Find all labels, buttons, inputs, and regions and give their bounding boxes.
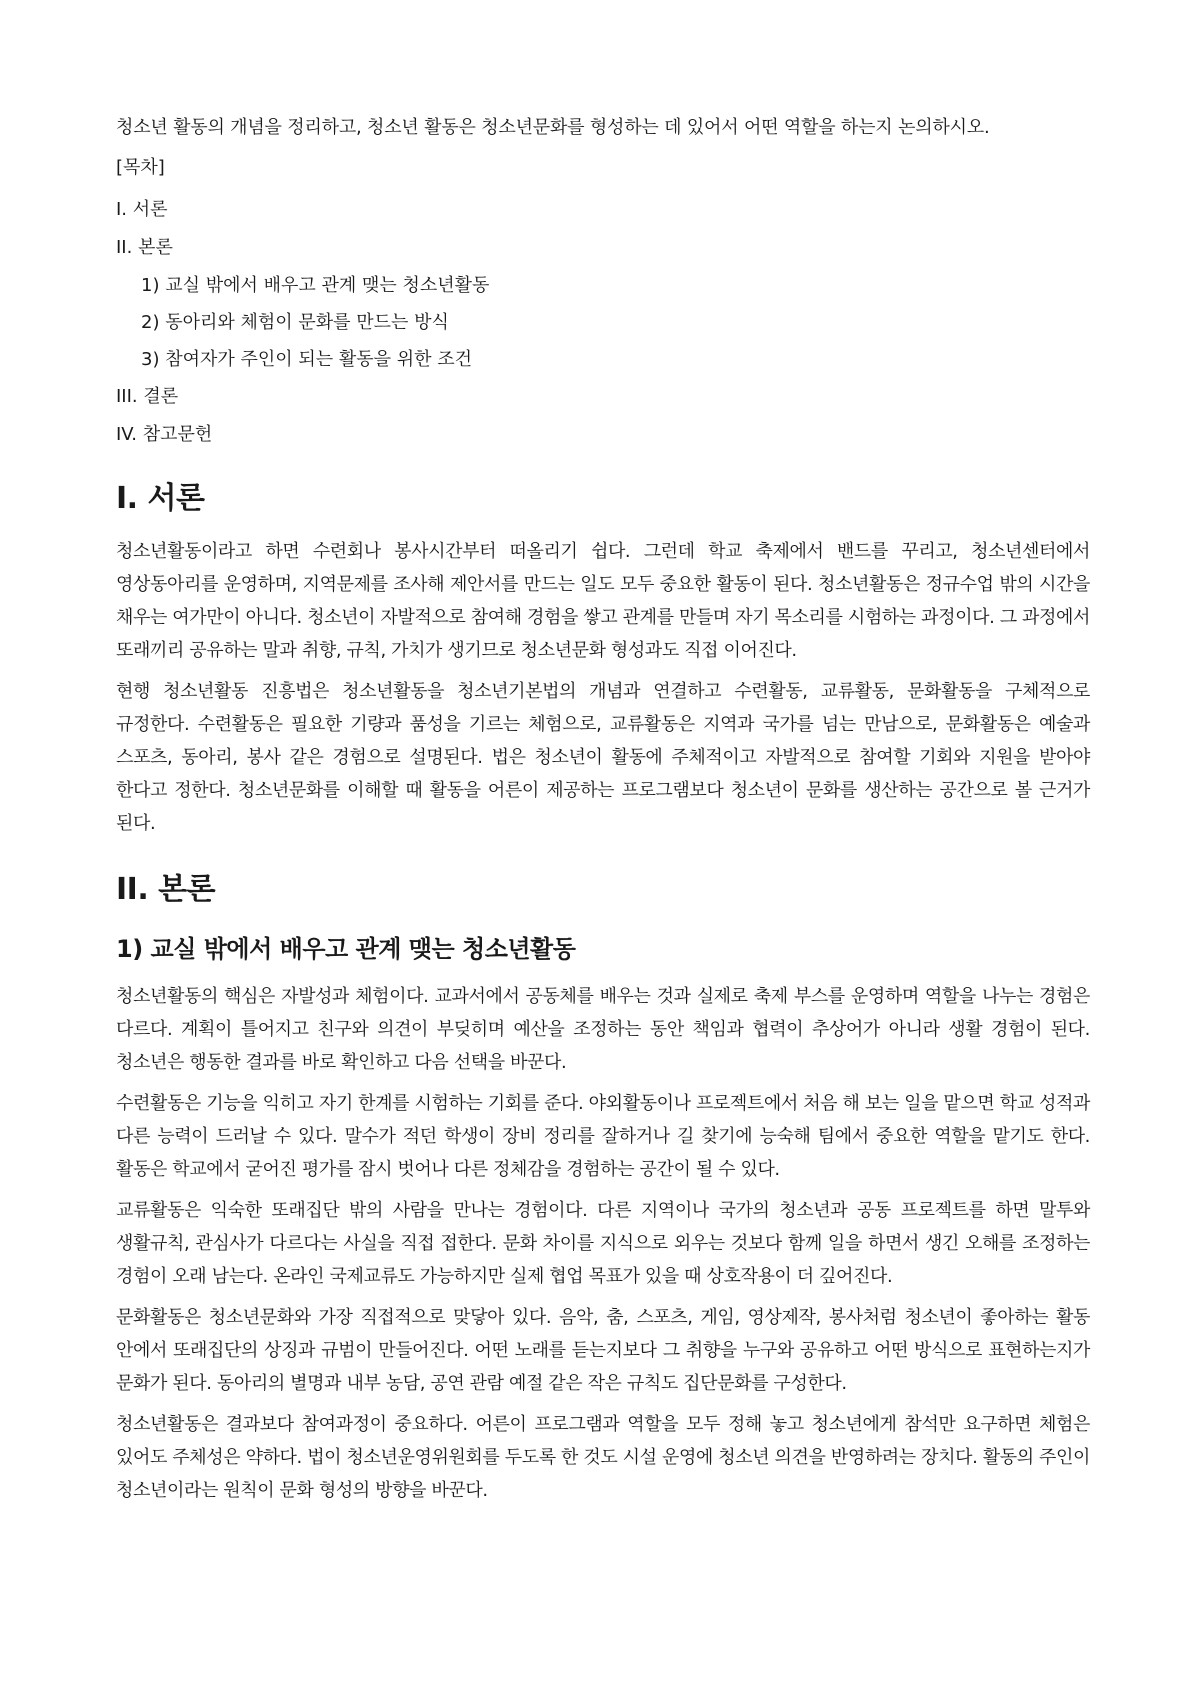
assignment-question: 청소년 활동의 개념을 정리하고, 청소년 활동은 청소년문화를 형성하는 데 있어서 어떤 역할을 하는지 논의하시오.: [116, 117, 990, 138]
toc-item-body: II. 본론: [116, 237, 173, 258]
body-paragraph: 문화활동은 청소년문화와 가장 직접적으로 맞닿아 있다. 음악, 춤, 스포츠, 게임, 영상제작, 봉사처럼 청소년이 좋아하는 활동 안에서 또래집단의 상징과 규범이 만들어진다. 어떤 노래를 듣는지보다 그 취향을 누구와 공유하고 어떤 방식으로 표현하는지가 문화가 된다. 동아리의 별명과 내부 농담, 공연 관람 예절 같은 작은 규칙도 집단문화를 구성한다.: [116, 1307, 1090, 1394]
body-paragraph: 청소년활동의 핵심은 자발성과 체험이다. 교과서에서 공동체를 배우는 것과 실제로 축제 부스를 운영하며 역할을 나누는 경험은 다르다. 계획이 틀어지고 친구와 의견이 부딪히며 예산을 조정하는 동안 책임과 협력이 추상어가 아니라 생활 경험이 된다. 청소년은 행동한 결과를 바로 확인하고 다음 선택을 바꾼다.: [116, 986, 1090, 1073]
section-heading-body: II. 본론: [116, 872, 216, 907]
table-of-contents: [116, 154, 1090, 449]
toc-item-references: IV. 참고문헌: [116, 424, 213, 445]
section-heading-intro: I. 서론: [116, 481, 205, 516]
toc-list: [116, 196, 1090, 449]
toc-item-body-2: 2) 동아리와 체험이 문화를 만드는 방식: [141, 312, 449, 333]
intro-paragraph: 청소년활동이라고 하면 수련회나 봉사시간부터 떠올리기 쉽다. 그런데 학교 축제에서 밴드를 꾸리고, 청소년센터에서 영상동아리를 운영하며, 지역문제를 조사해 제안서를 만드는 일도 모두 중요한 활동이 된다. 청소년활동은 정규수업 밖의 시간을 채우는 여가만이 아니다. 청소년이 자발적으로 참여해 경험을 쌓고 관계를 만들며 자기 목소리를 시험하는 과정이다. 그 과정에서 또래끼리 공유하는 말과 취향, 규칙, 가치가 생기므로 청소년문화 형성과도 직접 이어진다.: [116, 541, 1090, 661]
body-paragraph: 교류활동은 익숙한 또래집단 밖의 사람을 만나는 경험이다. 다른 지역이나 국가의 청소년과 공동 프로젝트를 하면 말투와 생활규칙, 관심사가 다르다는 사실을 직접 접한다. 문화 차이를 지식으로 외우는 것보다 함께 일을 하면서 생긴 오해를 조정하는 경험이 오래 남는다. 온라인 국제교류도 가능하지만 실제 협업 목표가 있을 때 상호작용이 더 깊어진다.: [116, 1200, 1090, 1287]
body-paragraph: 청소년활동은 결과보다 참여과정이 중요하다. 어른이 프로그램과 역할을 모두 정해 놓고 청소년에게 참석만 요구하면 체험은 있어도 주체성은 약하다. 법이 청소년운영위원회를 두도록 한 것도 시설 운영에 청소년 의견을 반영하려는 장치다. 활동의 주인이 청소년이라는 원칙이 문화 형성의 방향을 바꾼다.: [116, 1414, 1090, 1501]
body-paragraph: 수련활동은 기능을 익히고 자기 한계를 시험하는 기회를 준다. 야외활동이나 프로젝트에서 처음 해 보는 일을 맡으면 학교 성적과 다른 능력이 드러날 수 있다. 말수가 적던 학생이 장비 정리를 잘하거나 길 찾기에 능숙해 팀에서 중요한 역할을 맡기도 한다. 활동은 학교에서 굳어진 평가를 잠시 벗어나 다른 정체감을 경험하는 공간이 될 수 있다.: [116, 1093, 1090, 1180]
subsection-heading-1: 1) 교실 밖에서 배우고 관계 맺는 청소년활동: [116, 935, 576, 963]
toc-item-conclusion: III. 결론: [116, 386, 179, 407]
intro-paragraph: 현행 청소년활동 진흥법은 청소년활동을 청소년기본법의 개념과 연결하고 수련활동, 교류활동, 문화활동을 구체적으로 규정한다. 수련활동은 필요한 기량과 품성을 기르는 체험으로, 교류활동은 지역과 국가를 넘는 만남으로, 문화활동은 예술과 스포츠, 동아리, 봉사 같은 경험으로 설명된다. 법은 청소년이 활동에 주체적이고 자발적으로 참여할 기회와 지원을 받아야 한다고 정한다. 청소년문화를 이해할 때 활동을 어른이 제공하는 프로그램보다 청소년이 문화를 생산하는 공간으로 볼 근거가 된다.: [116, 681, 1090, 834]
toc-item-body-1: 1) 교실 밖에서 배우고 관계 맺는 청소년활동: [141, 275, 490, 296]
toc-title: [목차]: [116, 157, 165, 178]
toc-item-body-3: 3) 참여자가 주인이 되는 활동을 위한 조건: [141, 349, 473, 370]
toc-item-intro: I. 서론: [116, 199, 168, 220]
